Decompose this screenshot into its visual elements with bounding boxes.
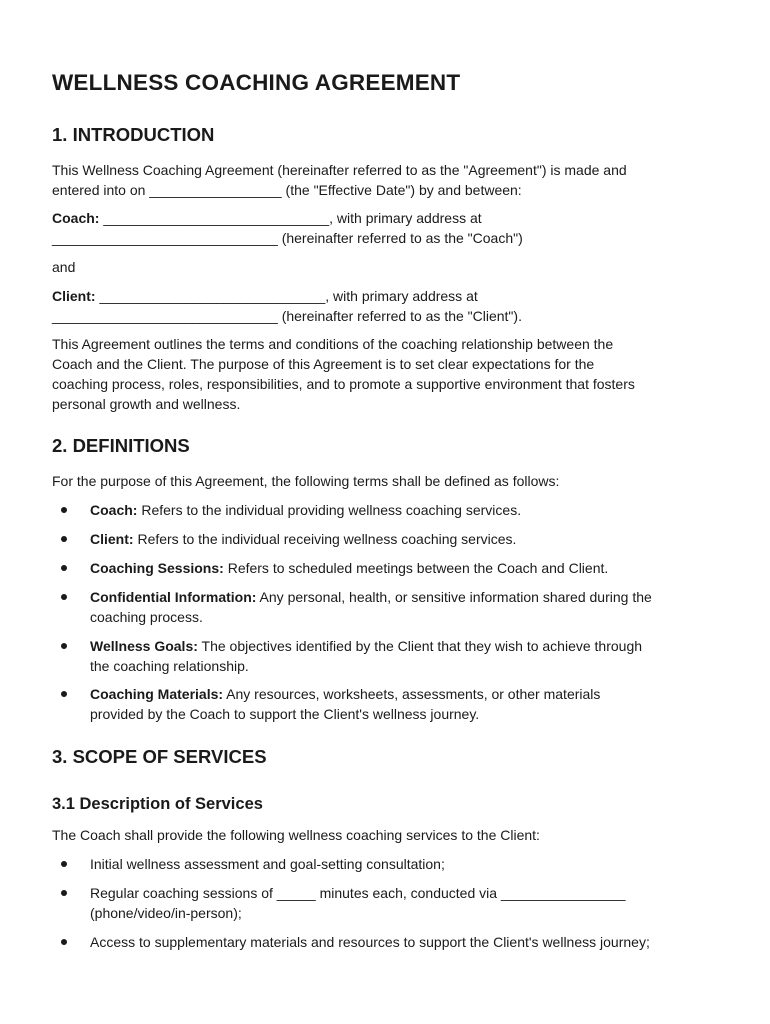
client-line-2: _____________________________ (hereinafter referred to as the "Client").	[52, 308, 522, 324]
definition-term: Wellness Goals:	[90, 638, 198, 654]
definition-text: The objectives identified by the Client that they wish to achieve through	[197, 638, 643, 654]
section-3-1-heading: 3.1 Description of Services	[52, 795, 263, 813]
definition-text: Refers to the individual receiving wellness coaching services.	[133, 531, 517, 547]
section-2-heading: 2. DEFINITIONS	[52, 435, 190, 456]
definition-text-cont: provided by the Coach to support the Client's wellness journey.	[90, 706, 480, 722]
purpose-line: coaching process, roles, responsibilities, and to promote a supportive environment that fosters	[52, 376, 635, 392]
section-1-heading: 1. INTRODUCTION	[52, 124, 215, 145]
definition-term: Coach:	[90, 502, 138, 518]
intro-line-1: This Wellness Coaching Agreement (hereinafter referred to as the "Agreement") is made and	[52, 162, 627, 178]
service-text-cont: (phone/video/in-person);	[90, 905, 242, 921]
definition-term: Confidential Information:	[90, 589, 257, 605]
definition-text-cont: the coaching relationship.	[90, 658, 249, 674]
definition-text: Refers to scheduled meetings between the Coach and Client.	[223, 560, 609, 576]
definition-term: Client:	[90, 531, 134, 547]
definitions-lead: For the purpose of this Agreement, the following terms shall be defined as follows:	[52, 473, 560, 489]
purpose-line: personal growth and wellness.	[52, 396, 241, 412]
service-text: Regular coaching sessions of _____ minutes each, conducted via ________________	[90, 885, 626, 901]
bullet-dot-icon	[61, 691, 67, 697]
definition-text: Refers to the individual providing wellness coaching services.	[137, 502, 522, 518]
purpose-paragraph	[52, 334, 635, 414]
purpose-line: Coach and the Client. The purpose of this Agreement is to set clear expectations for the	[52, 356, 595, 372]
definition-text-cont: coaching process.	[90, 609, 203, 625]
purpose-line: This Agreement outlines the terms and conditions of the coaching relationship between the	[52, 336, 614, 352]
definition-term: Coaching Sessions:	[90, 560, 224, 576]
bullet-dot-icon	[61, 565, 67, 571]
bullet-dot-icon	[61, 890, 67, 896]
bullet-dot-icon	[61, 643, 67, 649]
client-line-1: _____________________________, with primary address at	[95, 288, 478, 304]
client-party-paragraph	[52, 286, 522, 326]
coach-party-paragraph	[52, 208, 523, 248]
intro-line-2: entered into on _________________ (the "Effective Date") by and between:	[52, 182, 522, 198]
definition-text: Any resources, worksheets, assessments, or other materials	[223, 686, 601, 702]
bullet-dot-icon	[61, 536, 67, 542]
service-text: Access to supplementary materials and resources to support the Client's wellness journey;	[90, 934, 650, 950]
bullet-dot-icon	[61, 939, 67, 945]
client-label: Client:	[52, 288, 96, 304]
definition-term: Coaching Materials:	[90, 686, 224, 702]
bullet-dot-icon	[61, 594, 67, 600]
service-text: Initial wellness assessment and goal-setting consultation;	[90, 856, 445, 872]
bullet-dot-icon	[61, 507, 67, 513]
coach-label: Coach:	[52, 210, 100, 226]
intro-paragraph	[52, 160, 627, 200]
services-lead: The Coach shall provide the following wellness coaching services to the Client:	[52, 827, 540, 843]
bullet-dot-icon	[61, 861, 67, 867]
coach-line-1: _____________________________, with primary address at	[99, 210, 482, 226]
coach-line-2: _____________________________ (hereinafter referred to as the "Coach")	[52, 230, 523, 246]
section-3-heading: 3. SCOPE OF SERVICES	[52, 746, 267, 767]
and-text: and	[52, 259, 76, 275]
definition-text: Any personal, health, or sensitive information shared during the	[256, 589, 652, 605]
document-title: WELLNESS COACHING AGREEMENT	[52, 70, 461, 95]
